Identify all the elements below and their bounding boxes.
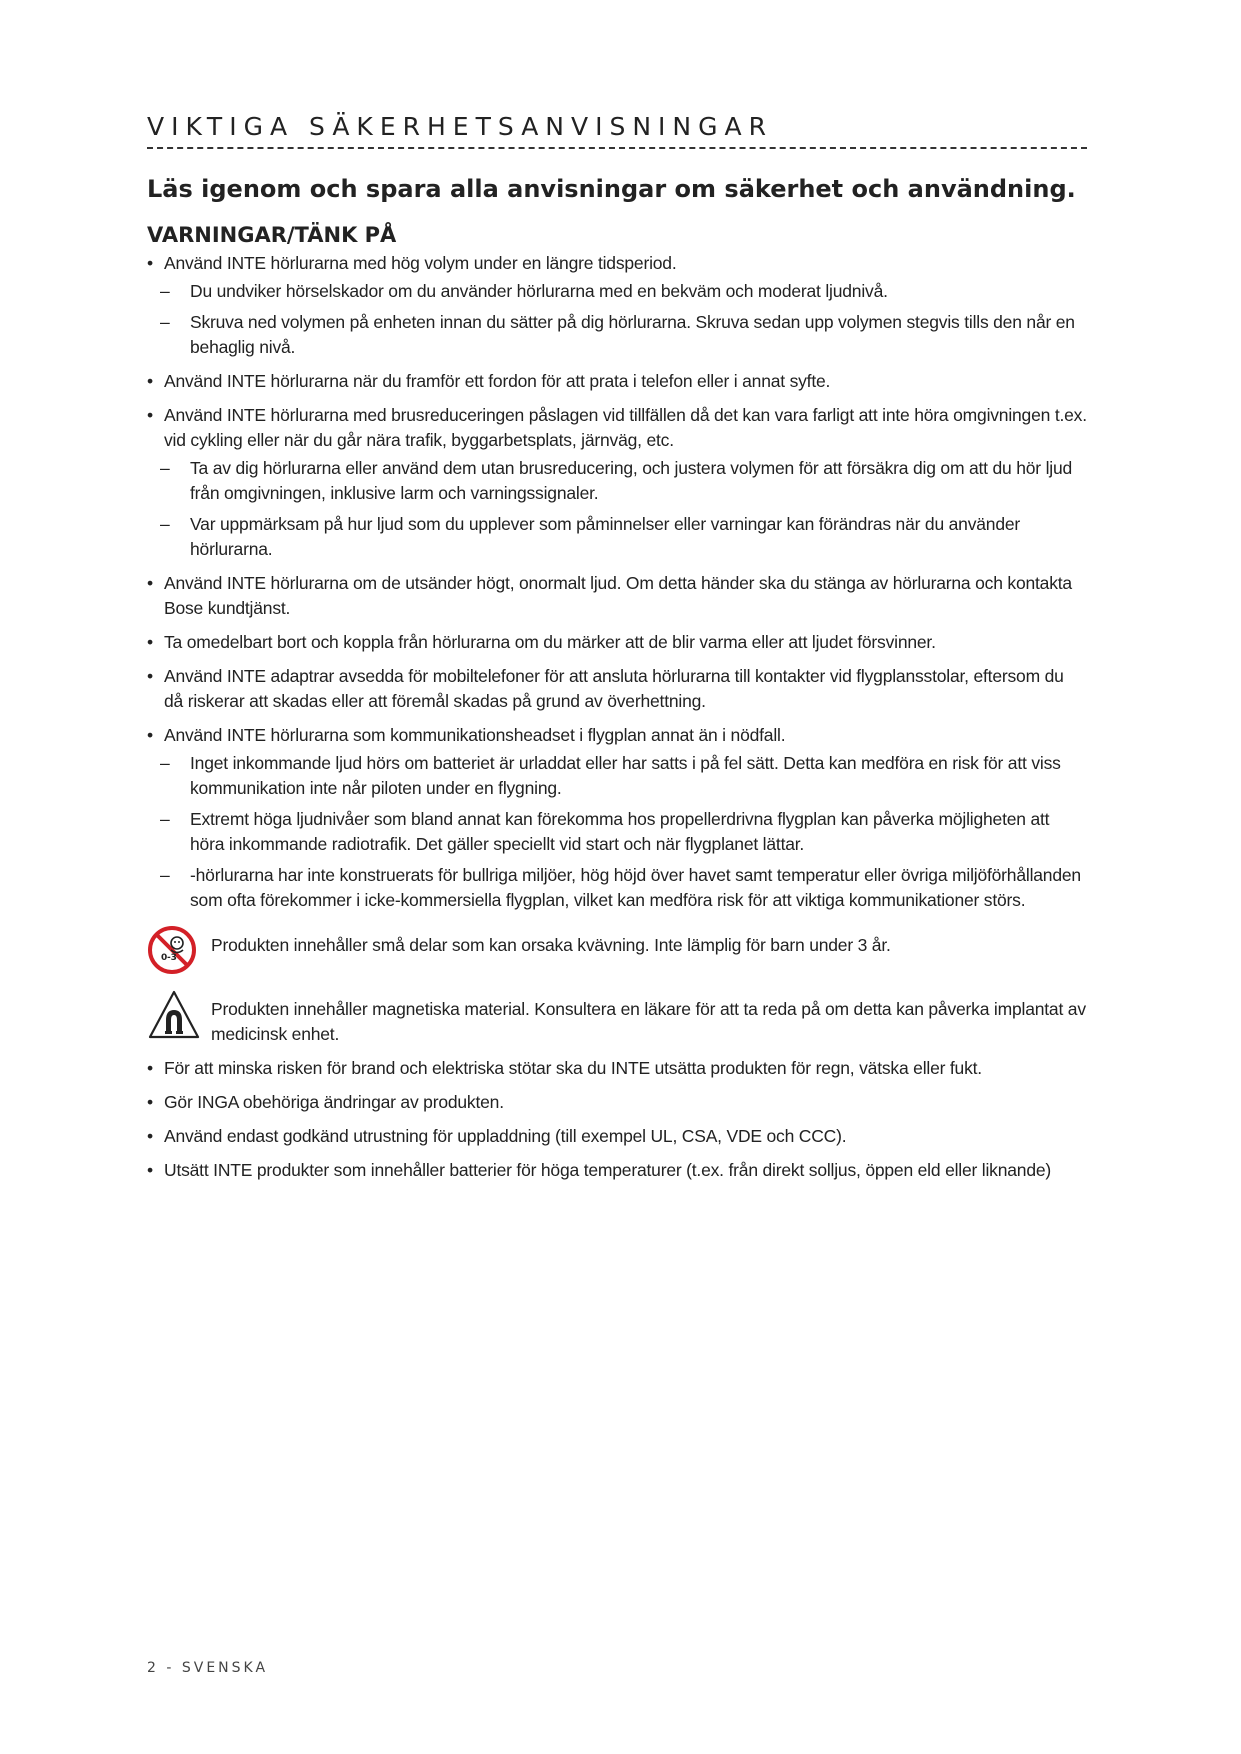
section-title: VIKTIGA SÄKERHETSANVISNINGAR — [147, 112, 773, 141]
list-item: • Använd INTE hörlurarna om de utsänder högt, onormalt ljud. Om detta händer ska du stänga av hörlurarna och kontakta Bose kundtjänst. — [147, 571, 1087, 621]
list-item: • Använd INTE adaptrar avsedda för mobiltelefoner för att ansluta hörlurarna till kontakter vid flygplansstolar, eftersom du då riskerar att skadas eller att föremål skadas på grund av överhettning. — [147, 664, 1087, 714]
list-subitem: – Skruva ned volymen på enheten innan du sätter på dig hörlurarna. Skruva sedan upp volymen stegvis tills den når en behaglig nivå. — [160, 310, 1087, 360]
list-item: • Använd INTE hörlurarna som kommunikationsheadset i flygplan annat än i nödfall. — [147, 723, 1087, 748]
page-footer: 2 - SVENSKA — [147, 1660, 269, 1676]
list-item: • För att minska risken för brand och elektriska stötar ska du INTE utsätta produkten för regn, vätska eller fukt. — [147, 1056, 1087, 1081]
list-subitem: – -hörlurarna har inte konstruerats för bullriga miljöer, hög höjd över havet samt temperatur eller övriga miljöförhållanden som ofta förekommer i icke-kommersiella flygplan, vilket kan medföra risk för att viktiga kommunikationer störs. — [160, 863, 1087, 913]
list-item: • Använd endast godkänd utrustning för uppladdning (till exempel UL, CSA, VDE och CCC). — [147, 1124, 1087, 1149]
list-subitem: – Inget inkommande ljud hörs om batteriet är urladdat eller har satts i på fel sätt. Detta kan medföra en risk för att viss kommunikation inte når piloten under en flygning. — [160, 751, 1087, 801]
list-subitem: – Extremt höga ljudnivåer som bland annat kan förekomma hos propellerdrivna flygplan kan påverka möjligheten att höra inkommande radiotrafik. Det gäller speciellt vid start och när flygplanet lättar. — [160, 807, 1087, 857]
choking-hazard-text: Produkten innehåller små delar som kan orsaka kvävning. Inte lämplig för barn under 3 år. — [211, 935, 891, 955]
list-item: • Använd INTE hörlurarna med brusreduceringen påslagen vid tillfällen då det kan vara farligt att inte höra omgivningen t.ex. vid cykling eller när du går nära trafik, byggarbetsplats, järnväg, etc. — [147, 403, 1087, 453]
choking-hazard-icon — [147, 925, 203, 977]
magnet-warning-icon — [147, 989, 203, 1041]
warnings-list — [147, 251, 1087, 1183]
magnet-warning-text: Produkten innehåller magnetiska material. Konsultera en läkare för att ta reda på om detta kan påverka implantat av medicinsk enhet. — [211, 999, 1086, 1044]
list-item: • Ta omedelbart bort och koppla från hörlurarna om du märker att de blir varma eller att ljudet försvinner. — [147, 630, 1087, 655]
list-item: • Använd INTE hörlurarna när du framför ett fordon för att prata i telefon eller i annat syfte. — [147, 369, 1087, 394]
warnings-heading: VARNINGAR/TÄNK PÅ — [147, 223, 397, 247]
lead-heading: Läs igenom och spara alla anvisningar om säkerhet och användning. — [147, 175, 1076, 203]
list-item: • Använd INTE hörlurarna med hög volym under en längre tidsperiod. — [147, 251, 1087, 276]
age-range-label: 0-3 — [161, 953, 177, 963]
document-page — [147, 112, 1087, 1183]
magnet-warning-note — [147, 989, 1087, 1047]
dashed-divider — [147, 147, 1087, 149]
list-subitem: – Du undviker hörselskador om du använder hörlurarna med en bekväm och moderat ljudnivå. — [160, 279, 1087, 304]
list-item: • Utsätt INTE produkter som innehåller batterier för höga temperaturer (t.ex. från direkt solljus, öppen eld eller liknande) — [147, 1158, 1087, 1183]
choking-hazard-note — [147, 925, 1087, 977]
list-item: • Gör INGA obehöriga ändringar av produkten. — [147, 1090, 1087, 1115]
list-subitem: – Ta av dig hörlurarna eller använd dem utan brusreducering, och justera volymen för att försäkra dig om att du hör ljud från omgivningen, inklusive larm och varningssignaler. — [160, 456, 1087, 506]
list-subitem: – Var uppmärksam på hur ljud som du upplever som påminnelser eller varningar kan förändras när du använder hörlurarna. — [160, 512, 1087, 562]
